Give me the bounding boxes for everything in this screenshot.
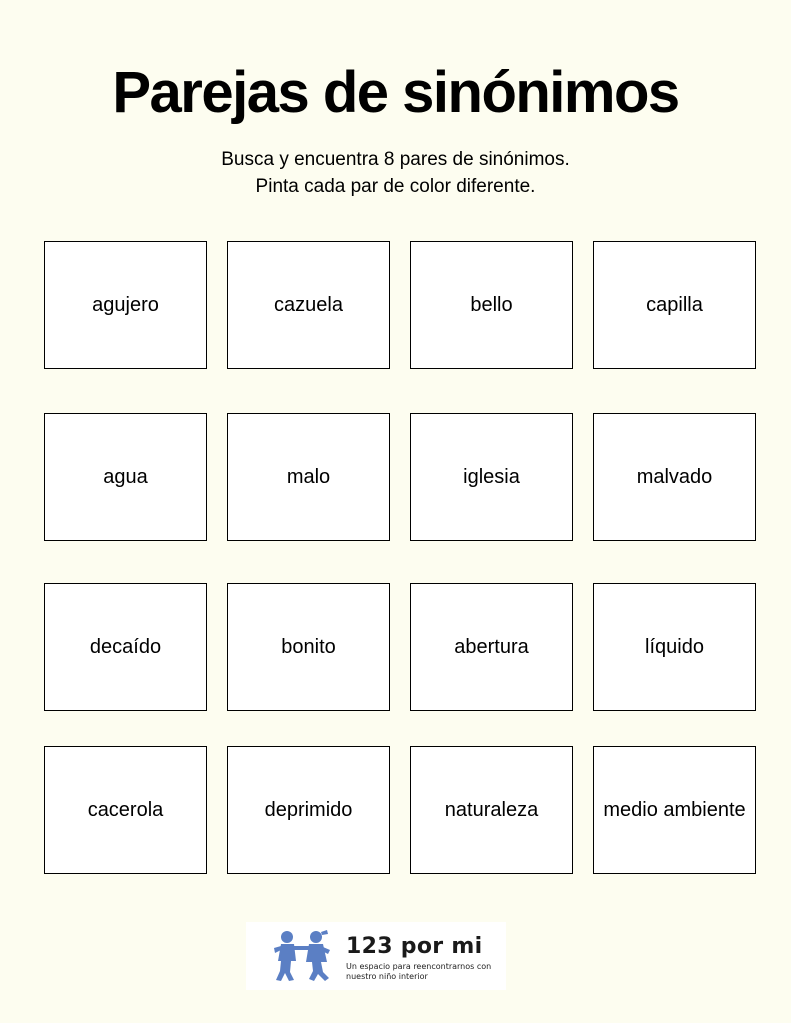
instructions-line-2: Pinta cada par de color diferente. — [255, 176, 536, 197]
word-card[interactable]: capilla — [593, 241, 756, 369]
word-card[interactable]: agua — [44, 413, 207, 541]
page-title: Parejas de sinónimos — [112, 60, 679, 125]
word-card[interactable]: bonito — [227, 583, 390, 711]
brand-tagline: Un espacio para reencontrarnos con nuestro niño interior — [346, 962, 492, 981]
word-card[interactable]: iglesia — [410, 413, 573, 541]
word-card[interactable]: bello — [410, 241, 573, 369]
word-card[interactable]: líquido — [593, 583, 756, 711]
word-card[interactable]: malo — [227, 413, 390, 541]
word-card[interactable]: cacerola — [44, 746, 207, 874]
word-card[interactable]: deprimido — [227, 746, 390, 874]
word-card[interactable]: agujero — [44, 241, 207, 369]
word-card[interactable]: decaído — [44, 583, 207, 711]
word-card[interactable]: medio ambiente — [593, 746, 756, 874]
word-card[interactable]: malvado — [593, 413, 756, 541]
brand-name: 123 por mi — [346, 934, 483, 959]
word-card[interactable]: cazuela — [227, 241, 390, 369]
kids-holding-hands-icon — [272, 928, 332, 984]
word-card[interactable]: abertura — [410, 583, 573, 711]
instructions-line-1: Busca y encuentra 8 pares de sinónimos. — [221, 149, 570, 170]
brand-footer — [246, 922, 506, 990]
word-card[interactable]: naturaleza — [410, 746, 573, 874]
